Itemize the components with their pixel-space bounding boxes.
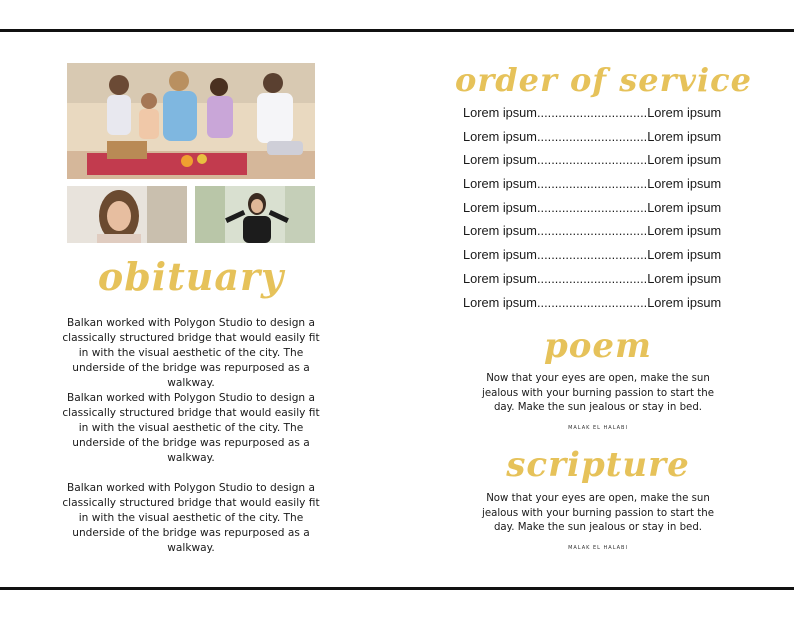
service-item-dots: ............................... xyxy=(536,199,648,215)
service-item-dots: ............................... xyxy=(536,176,648,192)
service-item xyxy=(463,243,737,267)
service-item-left: Lorem ipsum xyxy=(463,270,537,286)
obituary-paragraph: Balkan worked with Polygon Studio to design a classically structured bridge that would easily fit in with the visual aesthetic of the city. The underside of the bridge was repurposed as a walkway. xyxy=(62,392,320,464)
service-item xyxy=(463,196,737,220)
scripture-author: MALAK EL HALABI xyxy=(568,545,628,551)
order-of-service-list xyxy=(463,101,737,314)
service-item xyxy=(463,267,737,291)
scripture-heading: scripture xyxy=(506,445,690,485)
service-item-left: Lorem ipsum xyxy=(463,152,537,168)
family-beach-photo xyxy=(67,63,315,179)
service-item-right: Lorem ipsum xyxy=(647,128,722,144)
order-of-service-heading: order of service xyxy=(455,61,753,99)
service-item-right: Lorem ipsum xyxy=(647,176,722,192)
service-item-left: Lorem ipsum xyxy=(463,128,537,144)
service-item-dots: ............................... xyxy=(536,294,648,310)
service-item-right: Lorem ipsum xyxy=(647,270,722,286)
service-item xyxy=(463,219,737,243)
service-item-right: Lorem ipsum xyxy=(647,105,722,120)
service-item-left: Lorem ipsum xyxy=(463,223,537,239)
obituary-paragraph: Balkan worked with Polygon Studio to design a classically structured bridge that would easily fit in with the visual aesthetic of the city. The underside of the bridge was repurposed as a walkway. xyxy=(62,482,320,554)
service-item-dots: ............................... xyxy=(536,105,648,120)
poem-heading: poem xyxy=(543,326,653,366)
poem-author: MALAK EL HALABI xyxy=(568,425,628,431)
portrait-photo-2 xyxy=(195,186,315,243)
service-item xyxy=(463,101,737,125)
service-item-dots: ............................... xyxy=(536,128,648,144)
bottom-border-line xyxy=(0,587,794,590)
service-item-left: Lorem ipsum xyxy=(463,105,537,120)
service-item-right: Lorem ipsum xyxy=(647,199,722,215)
service-item-left: Lorem ipsum xyxy=(463,176,537,192)
poem-text: Now that your eyes are open, make the sun jealous with your burning passion to start the day. Make the sun jealous or stay in bed. xyxy=(481,373,715,413)
service-item-dots: ............................... xyxy=(536,223,648,239)
service-item-right: Lorem ipsum xyxy=(647,294,722,310)
service-item-right: Lorem ipsum xyxy=(647,247,722,263)
service-item-dots: ............................... xyxy=(536,247,648,263)
service-item-right: Lorem ipsum xyxy=(647,223,722,239)
obituary-heading: obituary xyxy=(97,254,285,299)
service-item-dots: ............................... xyxy=(536,152,648,168)
obituary-text xyxy=(62,316,320,556)
obituary-paragraph: Balkan worked with Polygon Studio to design a classically structured bridge that would easily fit in with the visual aesthetic of the city. The underside of the bridge was repurposed as a walkway. xyxy=(62,317,320,389)
service-item-dots: ............................... xyxy=(536,270,648,286)
portrait-photo-1 xyxy=(67,186,187,243)
service-item-right: Lorem ipsum xyxy=(647,152,722,168)
top-border-line xyxy=(0,29,794,32)
service-item xyxy=(463,148,737,172)
service-item xyxy=(463,172,737,196)
scripture-text: Now that your eyes are open, make the sun jealous with your burning passion to start the day. Make the sun jealous or stay in bed. xyxy=(481,493,715,533)
service-item-left: Lorem ipsum xyxy=(463,199,537,215)
service-item xyxy=(463,291,737,315)
service-item-left: Lorem ipsum xyxy=(463,294,537,310)
service-item-left: Lorem ipsum xyxy=(463,247,537,263)
service-item xyxy=(463,125,737,149)
